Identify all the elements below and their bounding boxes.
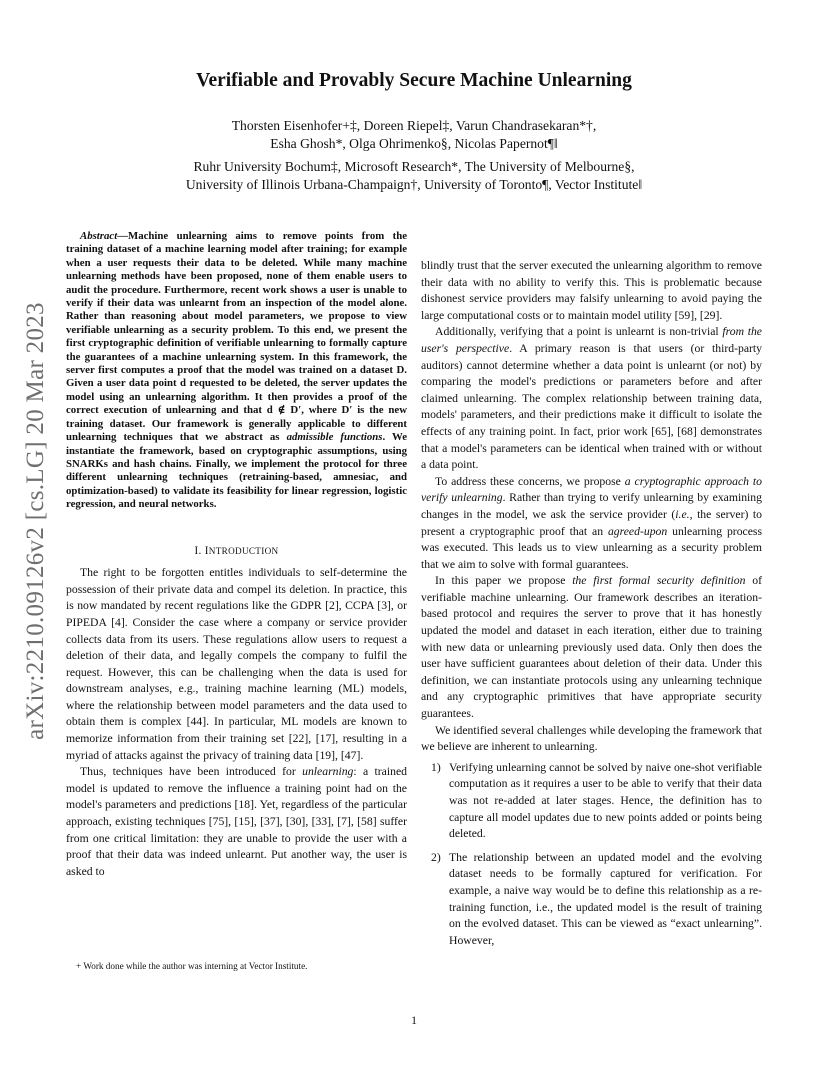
section-title-rest: NTRODUCTION [208,545,279,556]
right-p1-text-b: . A primary reason is that users (or third-party auditors) cannot determine whether a data point is unlearnt (or not) by comparing the model's predictions or parameters before and after claimed unlearning. The complex relationship between training data, models' parameters, and their predictions make it difficult to isolate the effects of any training point. In fact, prior work [65], [68] demonstrates that a model's parameters can be identical when trained with or without a data point. [421,341,762,472]
section-heading-introduction [66,543,407,560]
list-item-number: 1) [431,760,441,774]
right-p3-text-a: In this paper we propose [435,574,573,588]
right-p2-emphasis-2: i.e., [675,507,693,521]
list-item-text: Verifying unlearning cannot be solved by naive one-shot verifiable computation as it requires a user to be able to verify that their data was not re-added at later stages. Hence, the definition has to capture all model updates due to new points added or points being deleted. [449,760,762,841]
authors-line-2: Esha Ghosh*, Olga Ohrimenko§, Nicolas Papernot¶‖ [270,136,558,151]
intro-p2-text-b: : a trained model is updated to remove the influence a training point had on the model's parameters and predictions [18]. Yet, regardless of the particular approach, existing techniques [75], [15], [37], [30], [33], [7], [58] suffer from one critical limitation: they are unable to provide the user with a proof that their data was indeed unlearnt. Put another way, the user is asked to [66,765,407,878]
right-p2-text-a: To address these concerns, we propose [435,474,625,488]
affiliations [0,158,828,194]
right-paragraph-4: We identified several challenges while developing the framework that we believe are inherent to unlearning. [421,723,762,754]
intro-p2-emphasis: unlearning [302,765,354,779]
abstract-text-2: . We instantiate the framework, based on cryptographic assumptions, using SNARKs and hash chains. Finally, we implement the protocol for three different unlearning techniques (retraining-based, amnesiac, and optimization-based) to validate its feasibility for linear regression, logistic regression, and neural networks. [66,431,408,511]
right-paragraph-3 [421,573,762,722]
footnote-mark: + [76,961,82,971]
right-paragraph-1 [421,324,762,473]
author-list [0,117,828,153]
right-column [421,258,762,956]
right-p2-emphasis-1: a cryptographic approach to verify unlearning [421,474,762,505]
intro-paragraph-2 [66,764,407,880]
affiliations-line-2: University of Illinois Urbana-Champaign†, University of Toronto¶, Vector Institute‖ [185,177,643,192]
right-p1-emphasis: from the user's perspective [421,325,762,355]
right-p2-text-c: the server) to present a cryptographic proof that an [421,507,763,538]
list-item [421,850,762,950]
intro-paragraph-1: The right to be forgotten entitles individuals to self-determine the possession of their private data and compel its deletion. In practice, this is now mandated by recent regulations like the GDPR [2], CCPA [3], or PIPEDA [4]. Consider the case where a company or service provider collects data from its users. These regulations allow users to request a deletion of their data, and legally compels the company to fulfil the request. However, this can be challenging when the data is used for downstream analyses, e.g., training machine learning (ML) models, where the relationship between model parameters and the data used to obtain them is complex [44]. In particular, ML models are known to memorize information from their training set [22], [17], resulting in a myriad of attacks against the privacy of training data [19], [47]. [66,566,407,762]
right-p2-emphasis-3: agreed-upon [607,524,668,538]
right-p2-text-b: . Rather than trying to verify unlearning by examining changes in the model, we ask the service provider ( [421,491,762,521]
challenges-list [421,760,762,950]
paper-title: Verifiable and Provably Secure Machine Unlearning [196,70,632,91]
affiliations-line-1: Ruhr University Bochum‡, Microsoft Research*, The University of Melbourne§, [193,159,635,174]
arxiv-side-identifier: arXiv:2210.09126v2 [cs.LG] 20 Mar 2023 [22,302,49,740]
abstract-text-1: —Machine unlearning aims to remove points from the training dataset of a machine learning model after training; for example when a user requests their data to be deleted. While many machine unlearning methods have been proposed, none of them enable users to audit the procedure. Furthermore, recent work shows a user is unable to verify if their data was unlearnt from an inspection of the model alone. Rather than reasoning about model parameters, we propose to view verifiable unlearning as a security problem. To this end, we present the first cryptographic definition of verifiable unlearning to formally capture the guarantees of a machine unlearning system. In this framework, the server first computes a proof that the model was trained on a dataset D. Given a user data point d requested to be deleted, the server updates the model using an unlearning algorithm. It then provides a proof of the correct execution of unlearning and that d ∉ D′, where D′ is the new training dataset. Our framework is generally applicable to different unlearning techniques that we abstract as [66,230,407,444]
section-number: I. [194,544,202,557]
right-paragraph-continued: blindly trust that the server executed the unlearning algorithm to remove their data with no ability to verify this. This is problematic because dishonest service providers may falsify unlearning to avoid paying the large computational costs or to maintain model utility [59], [29]. [421,259,762,322]
abstract-emphasis: admissible functions [286,431,383,444]
section-initial: I [204,544,209,557]
page-number: 1 [411,1014,417,1027]
footnote-text: Work done while the author was interning at Vector Institute. [83,961,308,971]
left-column [66,230,407,880]
list-item-text: The relationship between an updated model and the evolving dataset needs to be formally captured for verification. For example, a naive way would be to define this relationship as a re-training function, i.e., the updated model is the result of training on the evolved dataset. This can be viewed as “exact unlearning”. However, [449,850,762,947]
right-paragraph-2 [421,474,762,574]
list-item [421,760,762,843]
right-p1-text-a: Additionally, verifying that a point is unlearnt is non-trivial [435,325,723,339]
authors-line-1: Thorsten Eisenhofer+‡, Doreen Riepel‡, Varun Chandrasekaran*†, [231,118,597,133]
abstract [66,230,407,512]
right-p2-text-d: unlearning process was executed. This leads us to view unlearning as a security problem that we aim to solve with formal guarantees. [421,524,763,571]
right-p3-text-b: of verifiable machine unlearning. Our framework describes an iteration-based protocol and requires the server to prove that it has honestly updated the model and dataset in each iteration, either due to training with new data or unlearning previously used data. Only then does the user have sufficient guarantees about deletion of their data. Under this definition, we can instantiate protocols using any unlearning technique and any cryptographic primitives that have appropriate security guarantees. [421,574,762,721]
intro-p2-text-a: Thus, techniques have been introduced for [80,765,303,779]
abstract-label: Abstract [80,230,118,242]
list-item-number: 2) [431,850,441,864]
right-p3-emphasis: the first formal security definition [572,574,746,588]
footnote [66,960,407,972]
